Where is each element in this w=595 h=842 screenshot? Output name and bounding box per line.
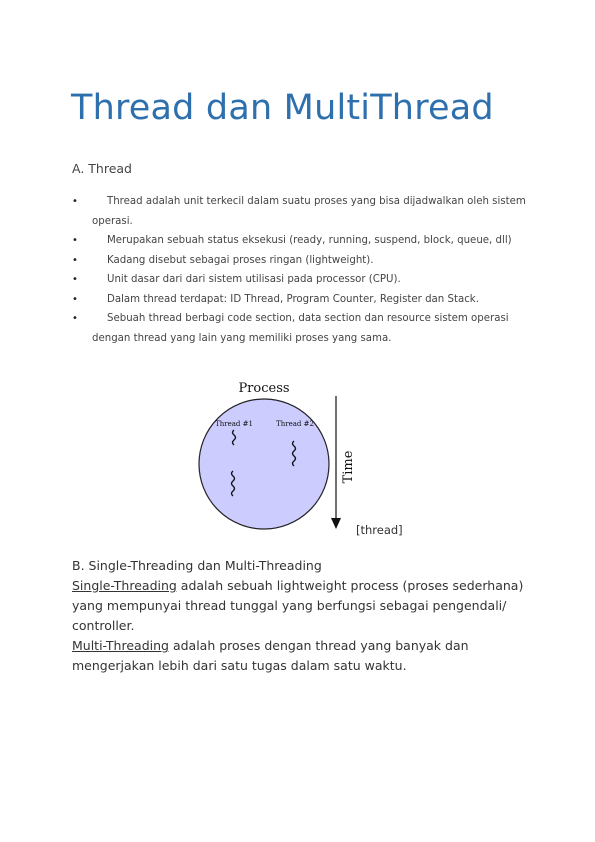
- bullet-marker: •: [72, 293, 78, 305]
- single-threading-text: adalah sebuah lightweight process (proses sederhana) yang mempunyai thread tunggal yang berfungsi sebagai pengendali/ controller.: [72, 578, 524, 633]
- multi-threading-term: Multi-Threading: [72, 638, 169, 653]
- bullet-marker: •: [72, 196, 78, 207]
- thread-bullet-list: [72, 192, 527, 348]
- bullet-marker: •: [72, 313, 78, 324]
- section-b: [72, 556, 532, 676]
- process-diagram: [190, 378, 360, 538]
- bullet-item: [72, 192, 527, 231]
- time-label: Time: [341, 450, 356, 484]
- bullet-text: Merupakan sebuah status eksekusi (ready, running, suspend, block, queue, dll): [107, 235, 512, 246]
- bullet-text: Sebuah thread berbagi code section, data section dan resource sistem operasi dengan thread yang lain yang memiliki proses yang sama.: [92, 313, 509, 344]
- thread-2-label: Thread #2: [276, 420, 314, 428]
- single-threading-term: Single-Threading: [72, 578, 177, 593]
- bullet-item: [72, 270, 527, 290]
- section-a-heading: A. Thread: [72, 161, 132, 176]
- single-threading-paragraph: [72, 576, 532, 636]
- bullet-item: [72, 309, 527, 348]
- multi-threading-paragraph: [72, 636, 532, 676]
- thread-1-label: Thread #1: [215, 420, 253, 428]
- bullet-item: [72, 290, 527, 310]
- bullet-item: [72, 231, 527, 251]
- document-title: Thread dan MultiThread: [71, 88, 494, 128]
- multi-threading-text: adalah proses dengan thread yang banyak dan mengerjakan lebih dari satu tugas dalam satu waktu.: [72, 638, 469, 673]
- thread-process-figure: [190, 378, 360, 538]
- bullet-text: Dalam thread terdapat: ID Thread, Program Counter, Register dan Stack.: [107, 293, 479, 305]
- process-label: Process: [238, 381, 290, 396]
- section-b-heading: B. Single-Threading dan Multi-Threading: [72, 558, 322, 573]
- bullet-text: Thread adalah unit terkecil dalam suatu proses yang bisa dijadwalkan oleh sistem operasi.: [92, 196, 526, 227]
- bullet-text: Kadang disebut sebagai proses ringan (lightweight).: [107, 254, 374, 266]
- figure-caption: [thread]: [356, 523, 403, 537]
- process-circle: [199, 399, 329, 529]
- bullet-text: Unit dasar dari dari sistem utilisasi pada processor (CPU).: [107, 274, 401, 285]
- bullet-marker: •: [72, 235, 78, 246]
- time-arrow-head: [331, 518, 341, 529]
- bullet-marker: •: [72, 254, 78, 266]
- bullet-marker: •: [72, 274, 78, 285]
- bullet-item: [72, 251, 527, 271]
